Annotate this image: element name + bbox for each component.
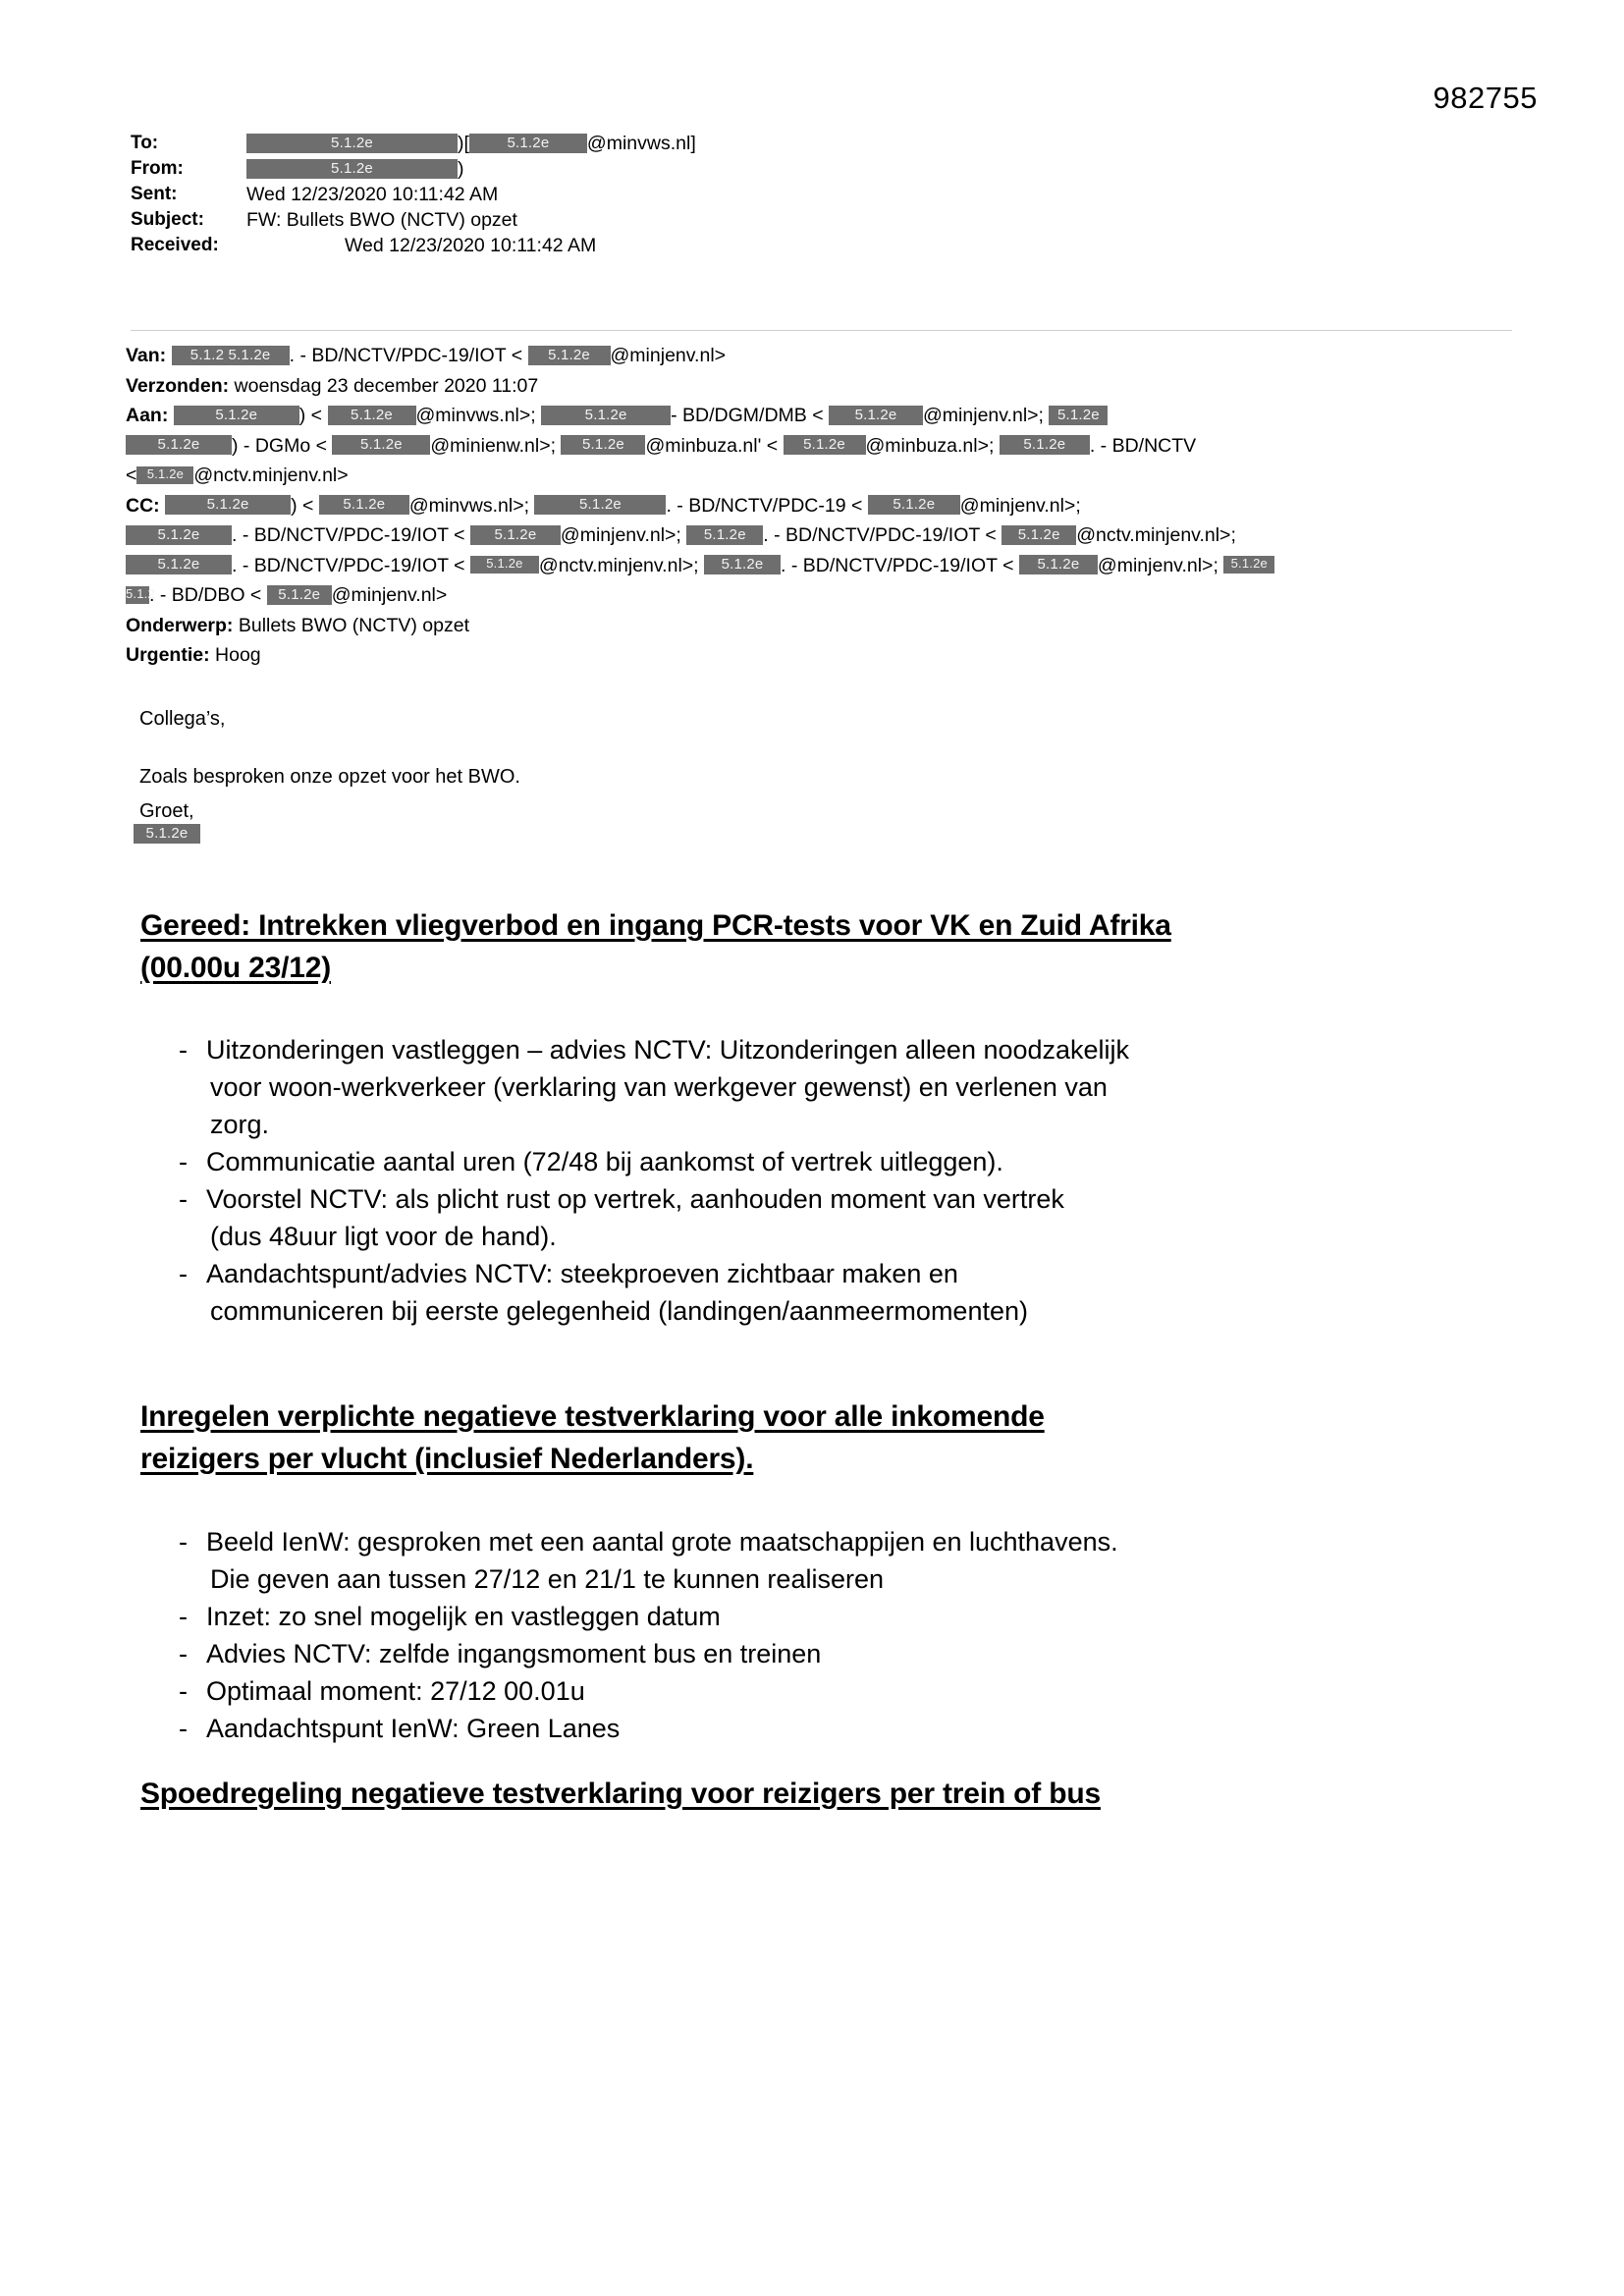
mail-header [131, 131, 1112, 258]
list-item [179, 1710, 1524, 1747]
aan-fragment: @minjenv.nl>; [923, 405, 1044, 426]
redaction-box: 5.1.2e [469, 134, 587, 153]
mail-header-value-from [246, 156, 464, 182]
redaction-box: 5.1.2e [174, 406, 299, 425]
forwarded-label-cc: CC: [126, 494, 160, 517]
list-item [179, 1523, 1524, 1598]
forwarded-row-cc [126, 491, 1520, 611]
forwarded-label-van: Van: [126, 345, 167, 366]
redaction-box: 5.1.2e [1223, 556, 1274, 574]
cc-fragment: @minjenv.nl> [331, 584, 448, 606]
bullet-text [206, 1255, 1524, 1330]
cc-fragment: @nctv.minjenv.nl>; [1076, 524, 1236, 546]
redaction-box: 5.1.2e [136, 466, 193, 484]
cc-fragment: . - BD/NCTV/PDC-19/IOT < [232, 524, 465, 546]
list-item [179, 1143, 1524, 1180]
bullet-text [206, 1672, 1524, 1710]
bullet-line: voor woon-werkverkeer (verklaring van werkgever gewenst) en verlenen van [210, 1072, 1108, 1102]
forwarded-row-onderwerp [126, 611, 1520, 641]
forwarded-van-org: . - BD/NCTV/PDC-19/IOT < [289, 345, 523, 366]
mail-header-label-subject: Subject: [131, 209, 204, 230]
bullet-marker: - [179, 1184, 188, 1214]
forwarded-row-aan-line3 [126, 461, 1520, 491]
mail-header-row-sent [131, 182, 1112, 207]
document-stamp-number: 982755 [1433, 81, 1538, 115]
bullet-text [206, 1031, 1524, 1143]
bullet-marker: - [179, 1527, 188, 1557]
aan-fragment: ) - DGMo < [232, 434, 327, 457]
cc-fragment: @minvws.nl>; [408, 494, 530, 517]
forwarded-label-aan: Aan: [126, 405, 169, 426]
body-intro-line: Zoals besproken onze opzet voor het BWO. [139, 766, 520, 788]
mail-header-row-subject [131, 207, 1112, 233]
list-item [179, 1031, 1524, 1143]
redaction-box: 5.1.2e [267, 585, 332, 605]
bullet-line: Beeld IenW: gesproken met een aantal grote maatschappijen en luchthavens. [206, 1527, 1118, 1557]
bullet-line: zorg. [210, 1110, 270, 1139]
bullet-line: communiceren bij eerste gelegenheid (landingen/aanmeermomenten) [210, 1296, 1028, 1326]
redaction-box: 5.1.2e [1001, 525, 1076, 545]
mail-header-value-to [246, 131, 696, 156]
forwarded-row-urgentie [126, 640, 1520, 671]
aan-fragment: @minbuza.nl>; [865, 434, 995, 457]
redaction-box: 5.1.2e [868, 495, 960, 515]
section-heading-line: (00.00u 23/12) [140, 952, 331, 984]
header-divider [131, 330, 1512, 331]
bullet-text [206, 1523, 1524, 1598]
bullet-text [206, 1710, 1524, 1747]
bullet-marker: - [179, 1035, 188, 1065]
mail-header-label-sent: Sent: [131, 184, 178, 204]
redaction-box: 5.1.2e [528, 346, 611, 365]
redaction-box: 5.1.2e [534, 495, 666, 515]
forwarded-row-cc-line2 [126, 520, 1520, 551]
bullet-marker: - [179, 1676, 188, 1706]
mail-header-from-sep: ) [458, 158, 464, 180]
redaction-box: 5.1.2e [541, 406, 671, 425]
list-item [179, 1255, 1524, 1330]
list-item [179, 1672, 1524, 1710]
redaction-box: 5.1.2e [126, 525, 232, 545]
cc-fragment: @minjenv.nl>; [959, 494, 1081, 517]
aan-fragment: @minbuza.nl' < [645, 434, 779, 457]
aan-fragment: - BD/DGM/DMB < [671, 405, 824, 426]
mail-header-row-from [131, 156, 1112, 182]
aan-fragment: < [126, 465, 137, 486]
section-heading-line: Inregelen verplichte negatieve testverklaring voor alle inkomende [140, 1400, 1045, 1433]
cc-fragment: . - BD/NCTV/PDC-19/IOT < [763, 524, 997, 546]
section-heading-1 [140, 904, 1515, 989]
cc-fragment: . - BD/NCTV/PDC-19/IOT < [232, 554, 465, 576]
bullet-text [206, 1143, 1524, 1180]
aan-fragment: @minvws.nl>; [415, 405, 536, 426]
bullet-line: Inzet: zo snel mogelijk en vastleggen datum [206, 1602, 721, 1631]
mail-header-label-from: From: [131, 158, 184, 179]
mail-header-row-received [131, 233, 1112, 258]
mail-header-label-to: To: [131, 133, 159, 153]
forwarded-label-verzonden: Verzonden: [126, 374, 230, 397]
aan-fragment: @minienw.nl>; [430, 434, 557, 457]
redaction-box: 5.1.2e [134, 824, 200, 844]
forwarded-van-domain: @minjenv.nl> [610, 345, 727, 366]
redaction-box: 5.1.2e [126, 555, 232, 574]
mail-header-row-to [131, 131, 1112, 156]
bullet-text [206, 1598, 1524, 1635]
bullet-line: Voorstel NCTV: als plicht rust op vertrek, aanhouden moment van vertrek [206, 1184, 1064, 1214]
redaction-box: 5.1.2 [126, 586, 149, 604]
section-heading-2 [140, 1395, 1515, 1480]
cc-fragment: @nctv.minjenv.nl>; [538, 554, 699, 576]
forwarded-row-cc-line4 [126, 580, 1520, 611]
bullet-marker: - [179, 1147, 188, 1176]
redaction-box: 5.1.2e [784, 435, 866, 455]
redaction-box: 5.1.2e [829, 406, 923, 425]
bullet-line: Aandachtspunt IenW: Green Lanes [206, 1714, 621, 1743]
forwarded-value-verzonden: woensdag 23 december 2020 11:07 [234, 374, 539, 397]
forwarded-row-aan-line2 [126, 431, 1520, 462]
mail-header-value-subject: FW: Bullets BWO (NCTV) opzet [246, 209, 517, 231]
redaction-box: 5.1.2e [332, 435, 430, 455]
forwarded-row-van [126, 341, 1520, 371]
redaction-box: 5.1.2e [704, 555, 781, 574]
redaction-box: 5.1.2e [1049, 406, 1108, 425]
cc-fragment: . - BD/NCTV/PDC-19 < [666, 494, 863, 517]
mail-header-value-sent: Wed 12/23/2020 10:11:42 AM [246, 184, 499, 205]
body-greeting: Collega’s, [139, 708, 226, 730]
list-item [179, 1598, 1524, 1635]
bullet-line: Advies NCTV: zelfde ingangsmoment bus en treinen [206, 1639, 822, 1668]
forwarded-row-aan [126, 401, 1520, 491]
redaction-box: 5.1.2e [686, 525, 763, 545]
aan-fragment: @nctv.minjenv.nl> [193, 465, 349, 486]
redaction-box: 5.1.2e [319, 495, 409, 515]
redaction-box: 5.1.2 5.1.2e [172, 346, 290, 365]
body-signature [134, 825, 200, 845]
redaction-box: 5.1.2e [246, 134, 458, 153]
redaction-box: 5.1.2e [246, 159, 458, 179]
forwarded-header [126, 341, 1520, 671]
mail-header-to-sep: )[ [458, 133, 469, 154]
forwarded-value-onderwerp: Bullets BWO (NCTV) opzet [238, 614, 469, 636]
section-bullets-1 [179, 1031, 1524, 1330]
section-heading-line: Gereed: Intrekken vliegverbod en ingang PCR-tests voor VK en Zuid Afrika [140, 909, 1171, 942]
redaction-box: 5.1.2e [561, 435, 645, 455]
bullet-text [206, 1180, 1524, 1255]
redaction-box: 5.1.2e [165, 495, 291, 515]
bullet-marker: - [179, 1259, 188, 1288]
redaction-box: 5.1.2e [1000, 435, 1090, 455]
mail-header-value-received: Wed 12/23/2020 10:11:42 AM [345, 235, 597, 256]
bullet-text [206, 1635, 1524, 1672]
forwarded-value-urgentie: Hoog [215, 644, 261, 666]
forwarded-row-verzonden [126, 371, 1520, 402]
cc-fragment: @minjenv.nl>; [1097, 554, 1218, 576]
bullet-marker: - [179, 1602, 188, 1631]
mail-header-label-received: Received: [131, 235, 219, 255]
redaction-box: 5.1.2e [470, 525, 561, 545]
bullet-line: Optimaal moment: 27/12 00.01u [206, 1676, 585, 1706]
cc-fragment: @minjenv.nl>; [560, 524, 681, 546]
redaction-box: 5.1.2e [1019, 555, 1098, 574]
cc-fragment: . - BD/NCTV/PDC-19/IOT < [781, 554, 1014, 576]
list-item [179, 1635, 1524, 1672]
body-closing: Groet, [139, 800, 194, 822]
aan-fragment: . - BD/NCTV [1089, 434, 1197, 457]
bullet-line: Die geven aan tussen 27/12 en 21/1 te kunnen realiseren [210, 1564, 884, 1594]
bullet-marker: - [179, 1714, 188, 1743]
bullet-line: Communicatie aantal uren (72/48 bij aankomst of vertrek uitleggen). [206, 1147, 1003, 1176]
section-heading-line: reizigers per vlucht (inclusief Nederlanders). [140, 1443, 754, 1475]
redaction-box: 5.1.2e [328, 406, 416, 425]
section-heading-3 [140, 1773, 1515, 1815]
bullet-line: Aandachtspunt/advies NCTV: steekproeven zichtbaar maken en [206, 1259, 958, 1288]
aan-fragment: ) < [298, 405, 323, 426]
bullet-line: (dus 48uur ligt voor de hand). [210, 1222, 557, 1251]
cc-fragment: . - BD/DBO < [149, 584, 262, 606]
redaction-box: 5.1.2e [126, 435, 232, 455]
section-heading-line: Spoedregeling negatieve testverklaring voor reizigers per trein of bus [140, 1777, 1101, 1810]
bullet-marker: - [179, 1639, 188, 1668]
cc-fragment: ) < [291, 494, 314, 517]
section-bullets-2 [179, 1523, 1524, 1747]
redaction-box: 5.1.2e [470, 556, 539, 574]
forwarded-label-urgentie: Urgentie: [126, 644, 210, 666]
forwarded-label-onderwerp: Onderwerp: [126, 614, 234, 636]
list-item [179, 1180, 1524, 1255]
bullet-line: Uitzonderingen vastleggen – advies NCTV: Uitzonderingen alleen noodzakelijk [206, 1035, 1130, 1065]
mail-header-to-domain: @minvws.nl] [586, 133, 696, 154]
forwarded-row-cc-line3 [126, 551, 1520, 581]
